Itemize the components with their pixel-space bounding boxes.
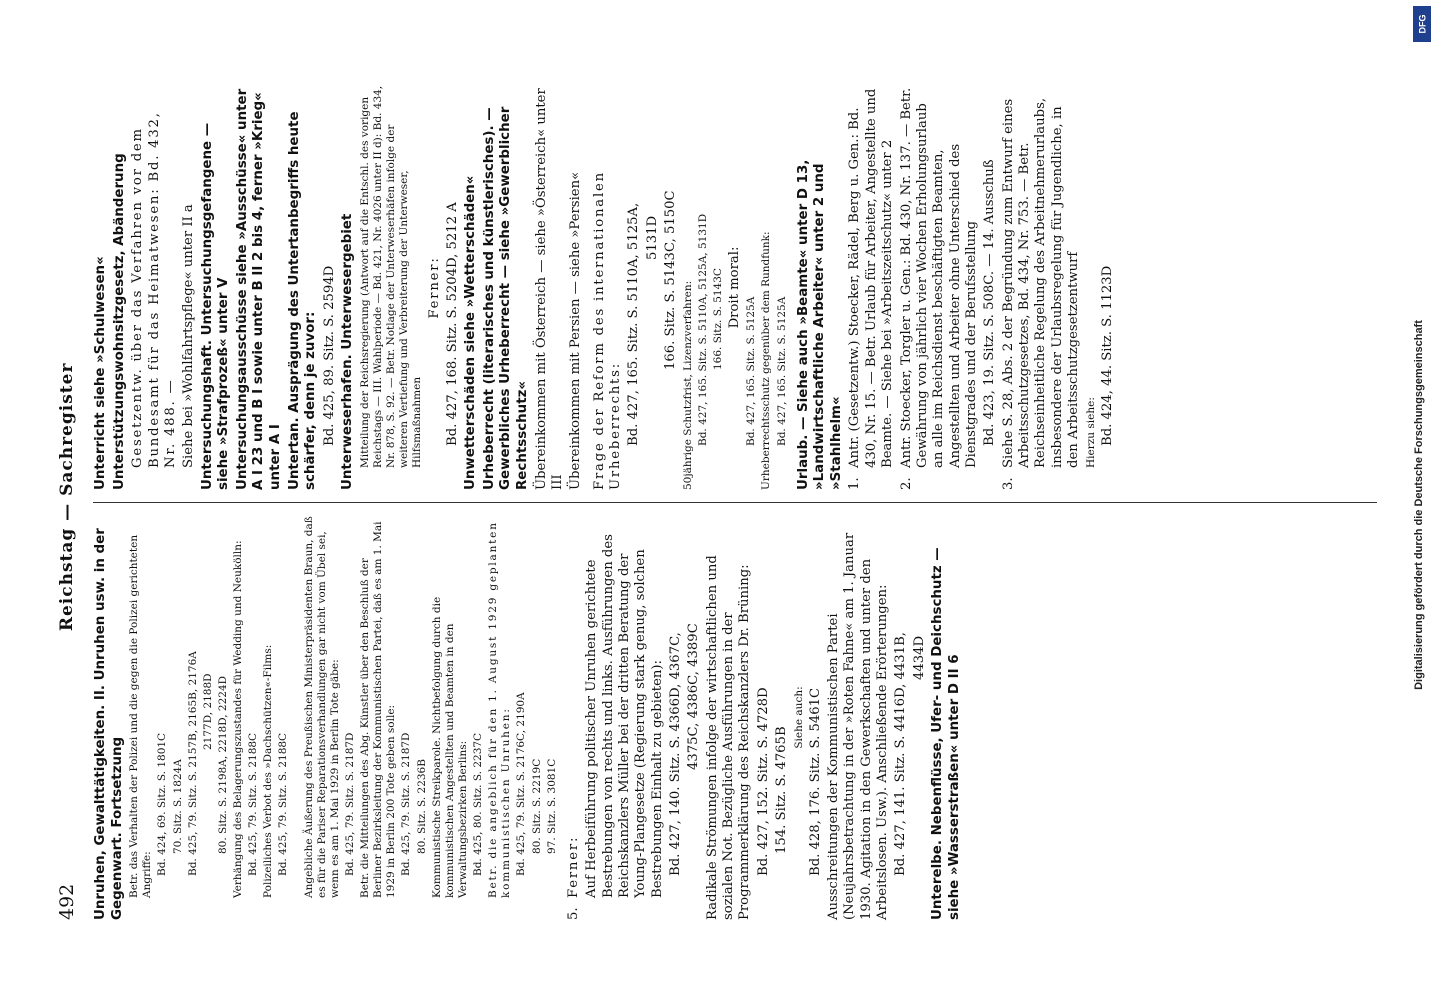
- item-number: 5.: [565, 907, 581, 920]
- entry-reference: 154. Sitz. S. 4765B: [774, 726, 790, 854]
- entry-reference: 166. Sitz. S. 5143C: [711, 268, 724, 370]
- numbered-item: [847, 85, 896, 490]
- entry-reference: Bd. 427, 141. Sitz. S. 4416D, 4431B,: [893, 632, 909, 876]
- entry-text: Urheberrechtsschutz gegenüber dem Rundfunk:: [760, 231, 773, 490]
- entry-heading: Unterricht siehe »Schulwesen«: [93, 256, 108, 490]
- digitization-note-text: Digitalisierung gefördert durch die Deutsche Forschungsgemeinschaft: [1413, 320, 1425, 690]
- entry-text: Ferner:: [565, 835, 581, 898]
- entry-text: Betr. das Verhalten der Polizei und die gegen die Polizei gerichteten Angriffe:: [128, 534, 154, 898]
- entry-text: Angebliche Äußerung des Preußischen Ministerpräsidenten Braun, daß es für die Pariser Reparationsverhandlungen gar nicht vom Übel sei, wenn es am 1. Mai 1929 in Berlin Tote gäbe:: [302, 516, 341, 898]
- entry-reference: Bd. 427, 165. Sitz. S. 5125A: [745, 296, 758, 446]
- entry-text: Droit moral:: [726, 246, 742, 329]
- entry-heading: Unterelbe. Nebenflüsse, Ufer- und Deichschutz — siehe »Wasserstraßen« unter D II 6: [930, 547, 962, 920]
- numbered-item: [566, 515, 582, 920]
- entry-reference: Bd. 427, 152. Sitz. S. 4728D: [755, 687, 771, 876]
- entry-text: Betr. die Mitteilungen des Abg. Künstler über den Beschluß der Berliner Bezirksleitung der Kommunistischen Partei, daß es am 1. Mai 1929 in Berlin 200 Tote geben solle:: [359, 521, 398, 898]
- entry-reference: Bd. 425, 79. Sitz. S. 2176C, 2190A: [515, 692, 528, 876]
- entry-reference: 5131D: [644, 215, 660, 260]
- entry-text: Gesetzentw. über das Verfahren vor dem Bundesamt für das Heimatwesen: Bd. 432, Nr. 488. —: [130, 111, 178, 468]
- entry-reference: 97. Sitz. S. 3081C: [545, 758, 558, 854]
- entry-text: Antr. Stoecker, Torgler u. Gen.: Bd. 430, Nr. 137. — Betr. Gewährung von jährlich vier Wochen Erholungsurlaub an alle im Reichsdienst beschäftigten Beamten, Angestellten und Arbeiter ohne Unterschied des Dienstgrades und der Berufsstellung: [898, 87, 979, 468]
- page-header: [47, 80, 87, 920]
- running-head: Reichstag — Sachregister: [57, 362, 77, 632]
- entry-text: Mitteilung der Reichsregierung (Antwort auf die Entschl. des vorigen Reichstags — III. Wahlperiode — Bd. 421, Nr. 4026 unter II d): Bd. 434, Nr. 878, S. 92. — Betr. Notlage der Unterweserhäfen infolge der weiteren Vertiefung und Verbreiterung der Unterweser, Hilfsmaßnahmen: [358, 85, 424, 468]
- numbered-item: [899, 85, 981, 490]
- entry-reference: 80. Sitz. S. 2236B: [415, 759, 428, 854]
- entry-text: Ausschreitungen der Kommunistischen Partei (Neujahrsbetrachtung in der »Roten Fahne« am 1. Januar 1930. Agitation in den Gewerkschaften und unter den Arbeitslosen. Usw.). Anschließende Erörterungen:: [826, 532, 891, 920]
- entry-reference: 80. Sitz. S. 2219C: [530, 758, 543, 854]
- entry-reference: Bd. 425, 79. Sitz. S. 2187D: [343, 732, 356, 876]
- entry-reference: Bd. 425, 79. Sitz. S. 2188C: [247, 732, 260, 876]
- digitization-note: [1410, 20, 1428, 990]
- entry-text: Antr. (Gesetzentw.) Stoecker, Rädel, Berg u. Gen.: Bd. 430, Nr. 15. — Betr. Urlaub für Arbeiter, Angestellte und Beamte. — Siehe bei »Arbeitszeitschutz« unter 2: [847, 88, 896, 468]
- scanned-page: [47, 70, 1387, 930]
- entry-reference: 4375C, 4386C, 4389C: [686, 623, 702, 770]
- entry-heading: Untersuchungsausschüsse siehe »Ausschüsse« unter A I 23 und B I sowie unter B II 2 bis 4, ferner »Krieg« unter A I: [234, 88, 284, 490]
- entry-text: Übereinkommen mit Persien — siehe »Persien«: [568, 171, 584, 490]
- entry-text: Siehe bei »Wohlfahrtspflege« unter II a: [181, 204, 197, 468]
- entry-text: Polizeiliches Verbot des »Dachschützen«-Films:: [262, 644, 275, 898]
- entry-heading: Urheberrecht (literarisches und künstlerisches). — Gewerbliches Urheberrecht — siehe »Gewerblicher Rechtsschutz«: [481, 106, 531, 490]
- entry-text: Übereinkommen mit Österreich — siehe »Österreich« unter III: [533, 88, 566, 490]
- entry-text: Siehe S. 28, Abs. 2 der Begründung zum Entwurf eines Arbeitsschutzgesetzes, Bd. 434, Nr. 753. — Betr. Reichseinheitliche Regelung des Arbeitnehmerurlaubs, insbesondere der Urlaubsregelung für Jugendliche, in den Arbeitsschutzgesetzentwurf: [1000, 97, 1082, 468]
- entry-reference: Bd. 427, 165. Sitz. S. 5110A, 5125A, 5131D: [696, 213, 709, 446]
- entry-reference: Bd. 425, 79. Sitz. S. 2187D: [400, 732, 413, 876]
- entry-heading: Untersuchungshaft. Untersuchungsgefangene — siehe »Strafprozeß« unter V: [199, 122, 232, 490]
- entry-reference: 4434D: [911, 635, 927, 680]
- entry-heading: Unterweserhafen. Unterwesergebiet: [340, 213, 356, 490]
- entry-heading: Untertan. Ausprägung des Untertanbegriffs heute schärfer, denn je zuvor:: [286, 111, 319, 490]
- entry-reference: 70. Sitz. S. 1824A: [171, 759, 184, 854]
- column-divider: [93, 502, 1377, 503]
- entry-reference: Bd. 424, 69. Sitz. S. 1801C: [156, 732, 169, 876]
- numbered-item: [1001, 85, 1083, 490]
- entry-text: 50jährige Schutzfrist, Lizenzverfahren:: [681, 280, 694, 490]
- item-number: 3.: [1000, 477, 1016, 490]
- page-number: 492: [56, 883, 78, 920]
- entry-heading: Unterstützungswohnsitzgesetz, Abänderung: [111, 153, 127, 490]
- entry-text: Betr. die angeblich für den 1. August 1929 geplanten kommunistischen Unruhen:: [487, 521, 513, 898]
- entry-text: Verhängung des Belagerungszustandes für Wedding und Neukölln:: [232, 540, 245, 898]
- entry-reference: 2177D, 2188D: [201, 673, 214, 750]
- entry-text: Frage der Reform des internationalen Urheberrechts:: [591, 171, 624, 490]
- entry-reference: Bd. 425, 79. Sitz. S. 2157B, 2165B, 2176A: [186, 651, 199, 876]
- entry-reference: Bd. 427, 165. Sitz. S. 5125A: [775, 296, 788, 446]
- entry-heading: Urlaub. — Siehe auch »Beamte« unter D 13, »Landwirtschaftliche Arbeiter« unter 2 und »Stahlhelm«: [795, 159, 844, 490]
- entry-text: Kommunistische Streikparole. Nichtbefolgung durch die kommunistischen Angestellten und Beamten in den Verwaltungsbezirken Berlins:: [430, 596, 469, 898]
- left-column: [93, 515, 1377, 920]
- entry-heading: Unwetterschäden siehe »Wetterschäden«: [463, 175, 479, 490]
- entry-reference: Bd. 428, 176. Sitz. S. 5461C: [807, 687, 823, 876]
- entry-text: Radikale Strömungen infolge der wirtschaftlichen und sozialen Not. Bezügliche Ausführungen in der Programmerklärung des Reichskanzlers Dr. Brüning:: [704, 555, 753, 920]
- entry-reference: 80. Sitz. S. 2198A, 2218D, 2224D: [216, 675, 229, 854]
- entry-reference: Bd. 424, 44. Sitz. S. 1123D: [1099, 265, 1115, 446]
- entry-reference: Bd. 427, 165. Sitz. S. 5110A, 5125A,: [626, 202, 642, 446]
- entry-heading: Unruhen, Gewalttätigkeiten. II. Unruhen usw. in der Gegenwart. Fortsetzung: [93, 528, 125, 920]
- dfg-logo-text: DFG: [1417, 14, 1427, 34]
- entry-reference: 166. Sitz. S. 5143C, 5150C: [663, 190, 679, 370]
- entry-reference: Bd. 425, 89. Sitz. S. 2594D: [321, 265, 337, 446]
- entry-reference: Bd. 427, 168. Sitz. S. 5204D, 5212 A: [444, 202, 460, 446]
- entry-reference: Bd. 425, 79. Sitz. S. 2188C: [277, 732, 290, 876]
- entry-text: Ferner:: [426, 256, 442, 319]
- entry-text: Hierzu siehe:: [1084, 397, 1097, 468]
- entry-text: Siehe auch:: [792, 686, 805, 749]
- entry-reference: Bd. 425, 80. Sitz. S. 2237C: [472, 732, 485, 876]
- right-column: [93, 85, 1377, 490]
- entry-reference: Bd. 427, 140. Sitz. S. 4366D, 4367C,: [668, 632, 683, 876]
- entry-reference: Bd. 423, 19. Sitz. S. 508C. — 14. Ausschuß: [982, 159, 998, 446]
- item-number: 2.: [898, 477, 914, 490]
- item-number: 1.: [847, 477, 863, 490]
- entry-text: Auf Herbeiführung politischer Unruhen gerichtete Bestrebungen von rechts und links. Ausführungen des Reichskanzlers Müller bei der dritten Beratung der Young-Plangesetze (Regierung stark genug, solchen Bestrebungen Einhalt zu gebieten):: [584, 534, 665, 898]
